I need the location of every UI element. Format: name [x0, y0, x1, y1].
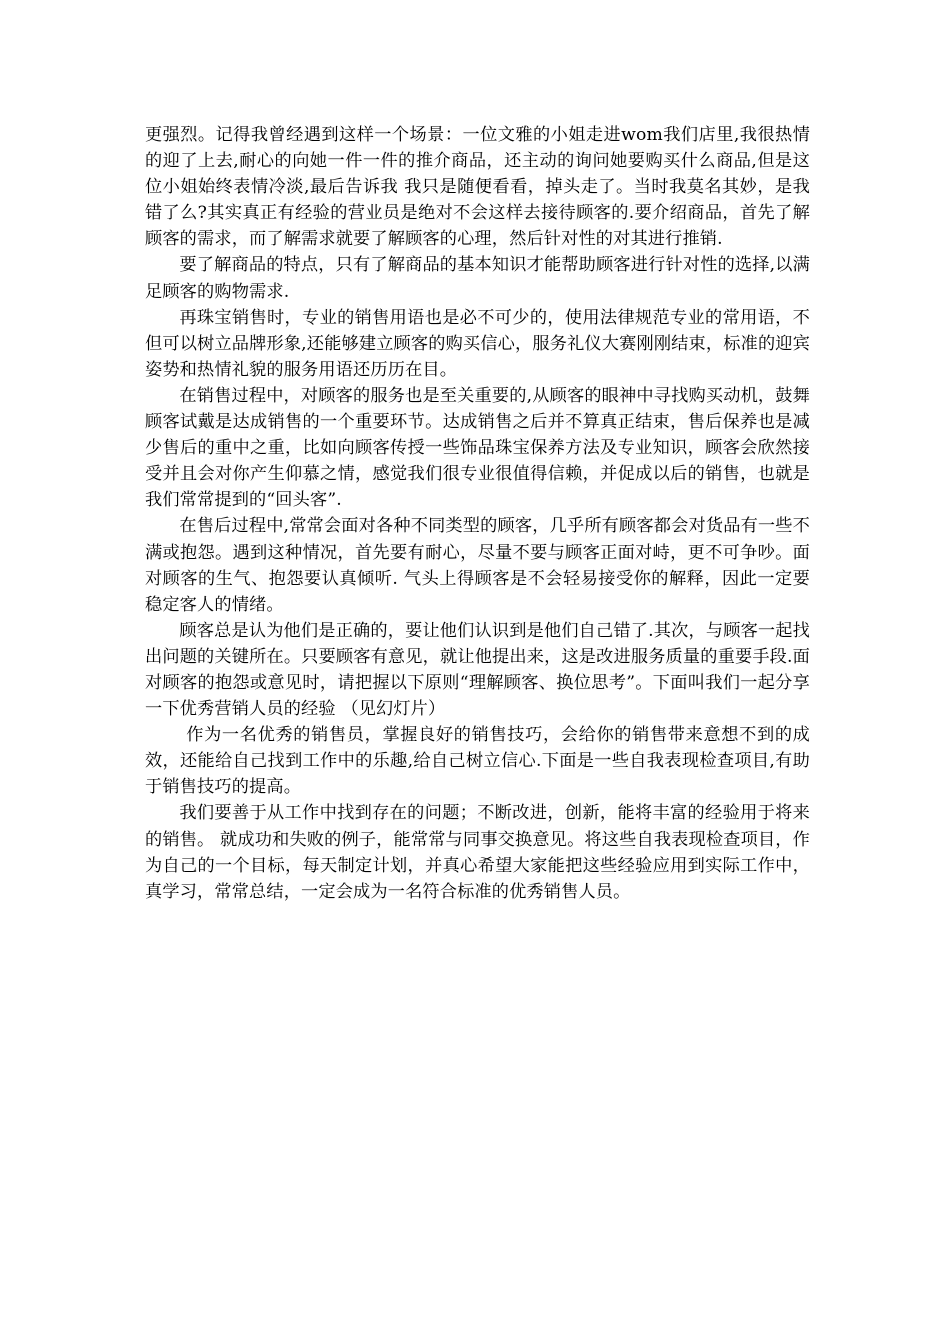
document-body	[145, 122, 810, 905]
paragraph-sales-language: 再珠宝销售时，专业的销售用语也是必不可少的，使用法律规范专业的常用语，不但可以树立品牌形象,还能够建立顾客的购买信心，服务礼仪大赛刚刚结束，标准的迎宾姿势和热情礼貌的服务用语还历历在目。	[145, 307, 810, 380]
paragraph-conclusion: 我们要善于从工作中找到存在的问题；不断改进，创新，能将丰富的经验用于将来的销售。 就成功和失败的例子，能常常与同事交换意见。将这些自我表现检查项目，作为自己的一个目标，每天制定计划，并真心希望大家能把这些经验应用到实际工作中，真学习，常常总结，一定会成为一名符合标准的优秀销售人员。	[145, 803, 810, 902]
paragraph-sales-skills: 作为一名优秀的销售员，掌握良好的销售技巧，会给你的销售带来意想不到的成效，还能给自己找到工作中的乐趣,给自己树立信心.下面是一些自我表现检查项目,有助于销售技巧的提高。	[145, 725, 810, 798]
paragraph-continuation: 更强烈。记得我曾经遇到这样一个场景：一位文雅的小姐走进wom我们店里,我很热情的迎了上去,耐心的向她一件一件的推介商品，还主动的询问她要购买什么商品,但是这位小姐始终表情冷淡,最后告诉我 我只是随便看看，掉头走了。当时我莫名其妙，是我错了么?其实真正有经验的营业员是绝对不会这样去接待顾客的.要介绍商品，首先了解顾客的需求，而了解需求就要了解顾客的心理，然后针对性的对其进行推销.	[145, 125, 810, 250]
paragraph-sales-service: 在销售过程中，对顾客的服务也是至关重要的,从顾客的眼神中寻找购买动机，鼓舞顾客试戴是达成销售的一个重要环节。达成销售之后并不算真正结束，售后保养也是减少售后的重中之重，比如向顾客传授一些饰品珠宝保养方法及专业知识，顾客会欣然接受并且会对你产生仰慕之情，感觉我们很专业很值得信赖，并促成以后的销售，也就是我们常常提到的“回头客”.	[145, 385, 810, 511]
paragraph-customer-complaints: 顾客总是认为他们是正确的，要让他们认识到是他们自己错了.其次，与顾客一起找出问题的关键所在。只要顾客有意见，就让他提出来，这是改进服务质量的重要手段.面对顾客的抱怨或意见时，请把握以下原则“理解顾客、换位思考”。下面叫我们一起分享一下优秀营销人员的经验 （见幻灯片）	[145, 620, 810, 720]
paragraph-after-sales: 在售后过程中,常常会面对各种不同类型的顾客，几乎所有顾客都会对货品有一些不满或抱怨。遇到这种情况，首先要有耐心，尽量不要与顾客正面对峙，更不可争吵。面对顾客的生气、抱怨要认真倾听. 气头上得顾客是不会轻易接受你的解释，因此一定要稳定客人的情绪。	[145, 516, 810, 615]
paragraph-product-knowledge: 要了解商品的特点，只有了解商品的基本知识才能帮助顾客进行针对性的选择,以满足顾客的购物需求.	[145, 255, 810, 302]
